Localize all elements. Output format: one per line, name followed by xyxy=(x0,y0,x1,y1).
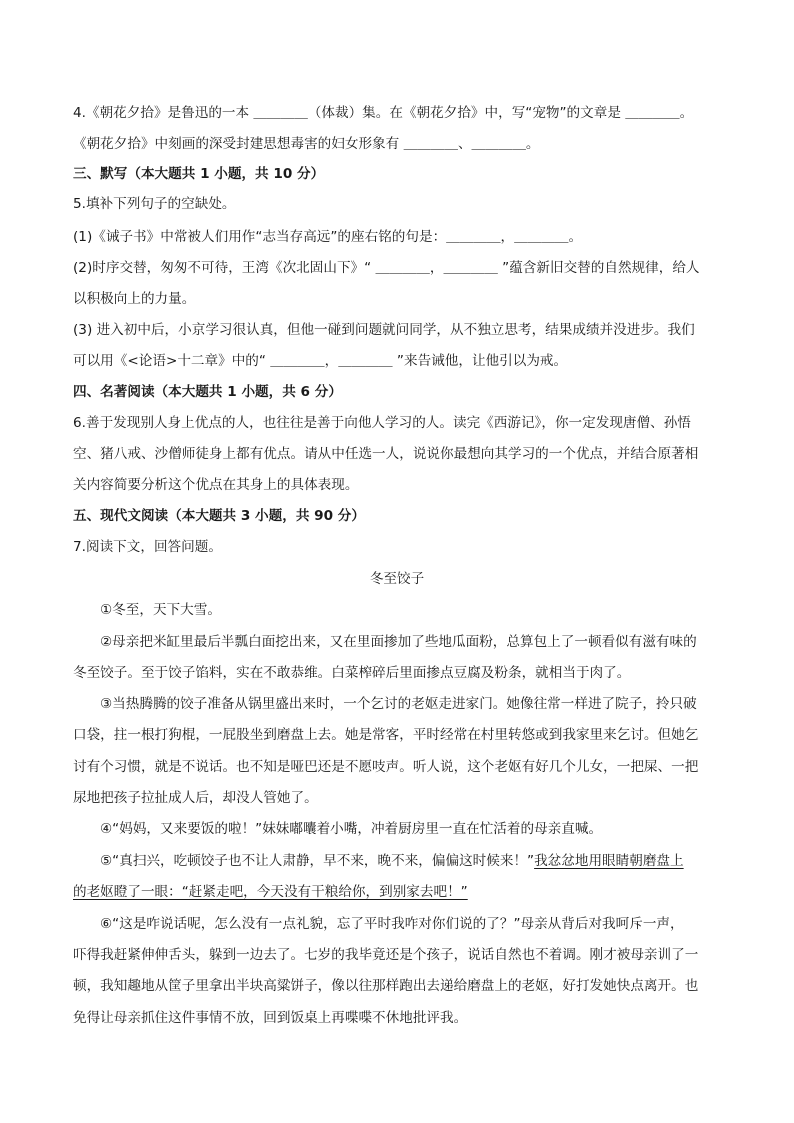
article-title: 冬至饺子 xyxy=(369,571,425,587)
paragraph-6-line-4: 免得让母亲抓住这件事情不放，回到饭桌上再喋喋不休地批评我。 xyxy=(73,1010,468,1026)
q5-item-2-line-1: (2)时序交替，匆匆不可待，王湾《次北固山下》“ ＿＿＿＿，＿＿＿＿ ”蕴含新旧交替的自然规律，给人 xyxy=(73,260,700,276)
q5-item-3-line-2: 可以用《<论语>十二章》中的“ ＿＿＿＿，＿＿＿＿ ”来告诫他，让他引以为戒。 xyxy=(73,353,568,369)
paragraph-2-line-1: ②母亲把米缸里最后半瓢白面挖出来，又在里面掺加了些地瓜面粉，总算包上了一顿看似有滋有味的 xyxy=(100,634,697,650)
q5-title: 5.填补下列句子的空缺处。 xyxy=(73,196,236,212)
q7-title: 7.阅读下文，回答问题。 xyxy=(73,539,222,555)
paragraph-6-line-3: 顿，我知趣地从筐子里拿出半块高粱饼子，像以往那样跑出去递给磨盘上的老妪，好打发她快点离开。也 xyxy=(73,978,699,994)
q4-line-1: 4.《朝花夕拾》是鲁迅的一本 ＿＿＿＿（体裁）集。在《朝花夕拾》中，写“宠物”的文章是 ＿＿＿＿。 xyxy=(73,105,694,121)
paragraph-2-line-2: 冬至饺子。至于饺子馅料，实在不敢恭维。白菜榨碎后里面掺点豆腐及粉条，就相当于肉了。 xyxy=(73,665,631,681)
paragraph-1: ①冬至，天下大雪。 xyxy=(100,602,221,618)
q5-item-1: (1)《诫子书》中常被人们用作“志当存高远”的座右铭的句是：＿＿＿＿，＿＿＿＿。 xyxy=(73,229,583,245)
q6-line-1: 6.善于发现别人身上优点的人，也往往是善于向他人学习的人。读完《西游记》，你一定发现唐僧、孙悟 xyxy=(73,415,691,431)
paragraph-5-underlined-end: 的老妪瞪了一眼：“赶紧走吧，今天没有干粮给你，到别家去吧！” xyxy=(73,884,468,900)
paragraph-5-quote: ⑤“真扫兴，吃顿饺子也不让人肃静，早不来，晚不来，偏偏这时候来！” xyxy=(100,853,535,869)
paragraph-3-line-1: ③当热腾腾的饺子准备从锅里盛出来时，一个乞讨的老妪走进家门。她像往常一样进了院子，拎只破 xyxy=(100,696,697,712)
paragraph-4: ④“妈妈，又来要饭的啦！”妹妹嘟囔着小嘴，冲着厨房里一直在忙活着的母亲直喊。 xyxy=(100,821,603,837)
q6-line-2: 空、猪八戒、沙僧师徒身上都有优点。请从中任选一人，说说你最想向其学习的一个优点，并结合原著相 xyxy=(73,446,699,462)
q4-line-2: 《朝花夕拾》中刻画的深受封建思想毒害的妇女形象有 ＿＿＿＿、＿＿＿＿。 xyxy=(73,136,540,152)
paragraph-5-underlined-start: 我忿忿地用眼睛朝磨盘上 xyxy=(534,853,684,869)
paragraph-5-line-2 xyxy=(73,882,723,902)
paragraph-3-line-3: 讨有个习惯，就是不说话。也不知是哑巴还是不愿吱声。听人说，这个老妪有好几个儿女，一把屎、一把 xyxy=(73,759,699,775)
paragraph-6-line-1: ⑥“这是咋说话呢，怎么没有一点礼貌，忘了平时我咋对你们说的了？”母亲从背后对我呵斥一声， xyxy=(100,916,684,932)
section4-heading: 四、名著阅读（本大题共 1 小题，共 6 分） xyxy=(73,384,342,400)
q5-item-3-line-1: (3) 进入初中后，小京学习很认真，但他一碰到问题就问同学，从不独立思考，结果成绩并没进步。我们 xyxy=(73,322,695,338)
paragraph-3-line-4: 尿地把孩子拉扯成人后，却没人管她了。 xyxy=(73,790,318,806)
paragraph-6-line-2: 吓得我赶紧伸伸舌头，躲到一边去了。七岁的我毕竟还是个孩子，说话自然也不着调。刚才被母亲训了一 xyxy=(73,947,699,963)
section3-heading: 三、默写（本大题共 1 小题，共 10 分） xyxy=(73,166,325,182)
section5-heading: 五、现代文阅读（本大题共 3 小题，共 90 分） xyxy=(73,508,365,524)
q5-item-2-line-2: 以积极向上的力量。 xyxy=(73,291,196,307)
paragraph-3-line-2: 口袋，拄一根打狗棍，一屁股坐到磨盘上去。她是常客，平时经常在村里转悠或到我家里来乞讨。但她乞 xyxy=(73,727,699,743)
paragraph-5-line-1 xyxy=(100,851,725,871)
q6-line-3: 关内容简要分析这个优点在其身上的具体表现。 xyxy=(73,477,359,493)
